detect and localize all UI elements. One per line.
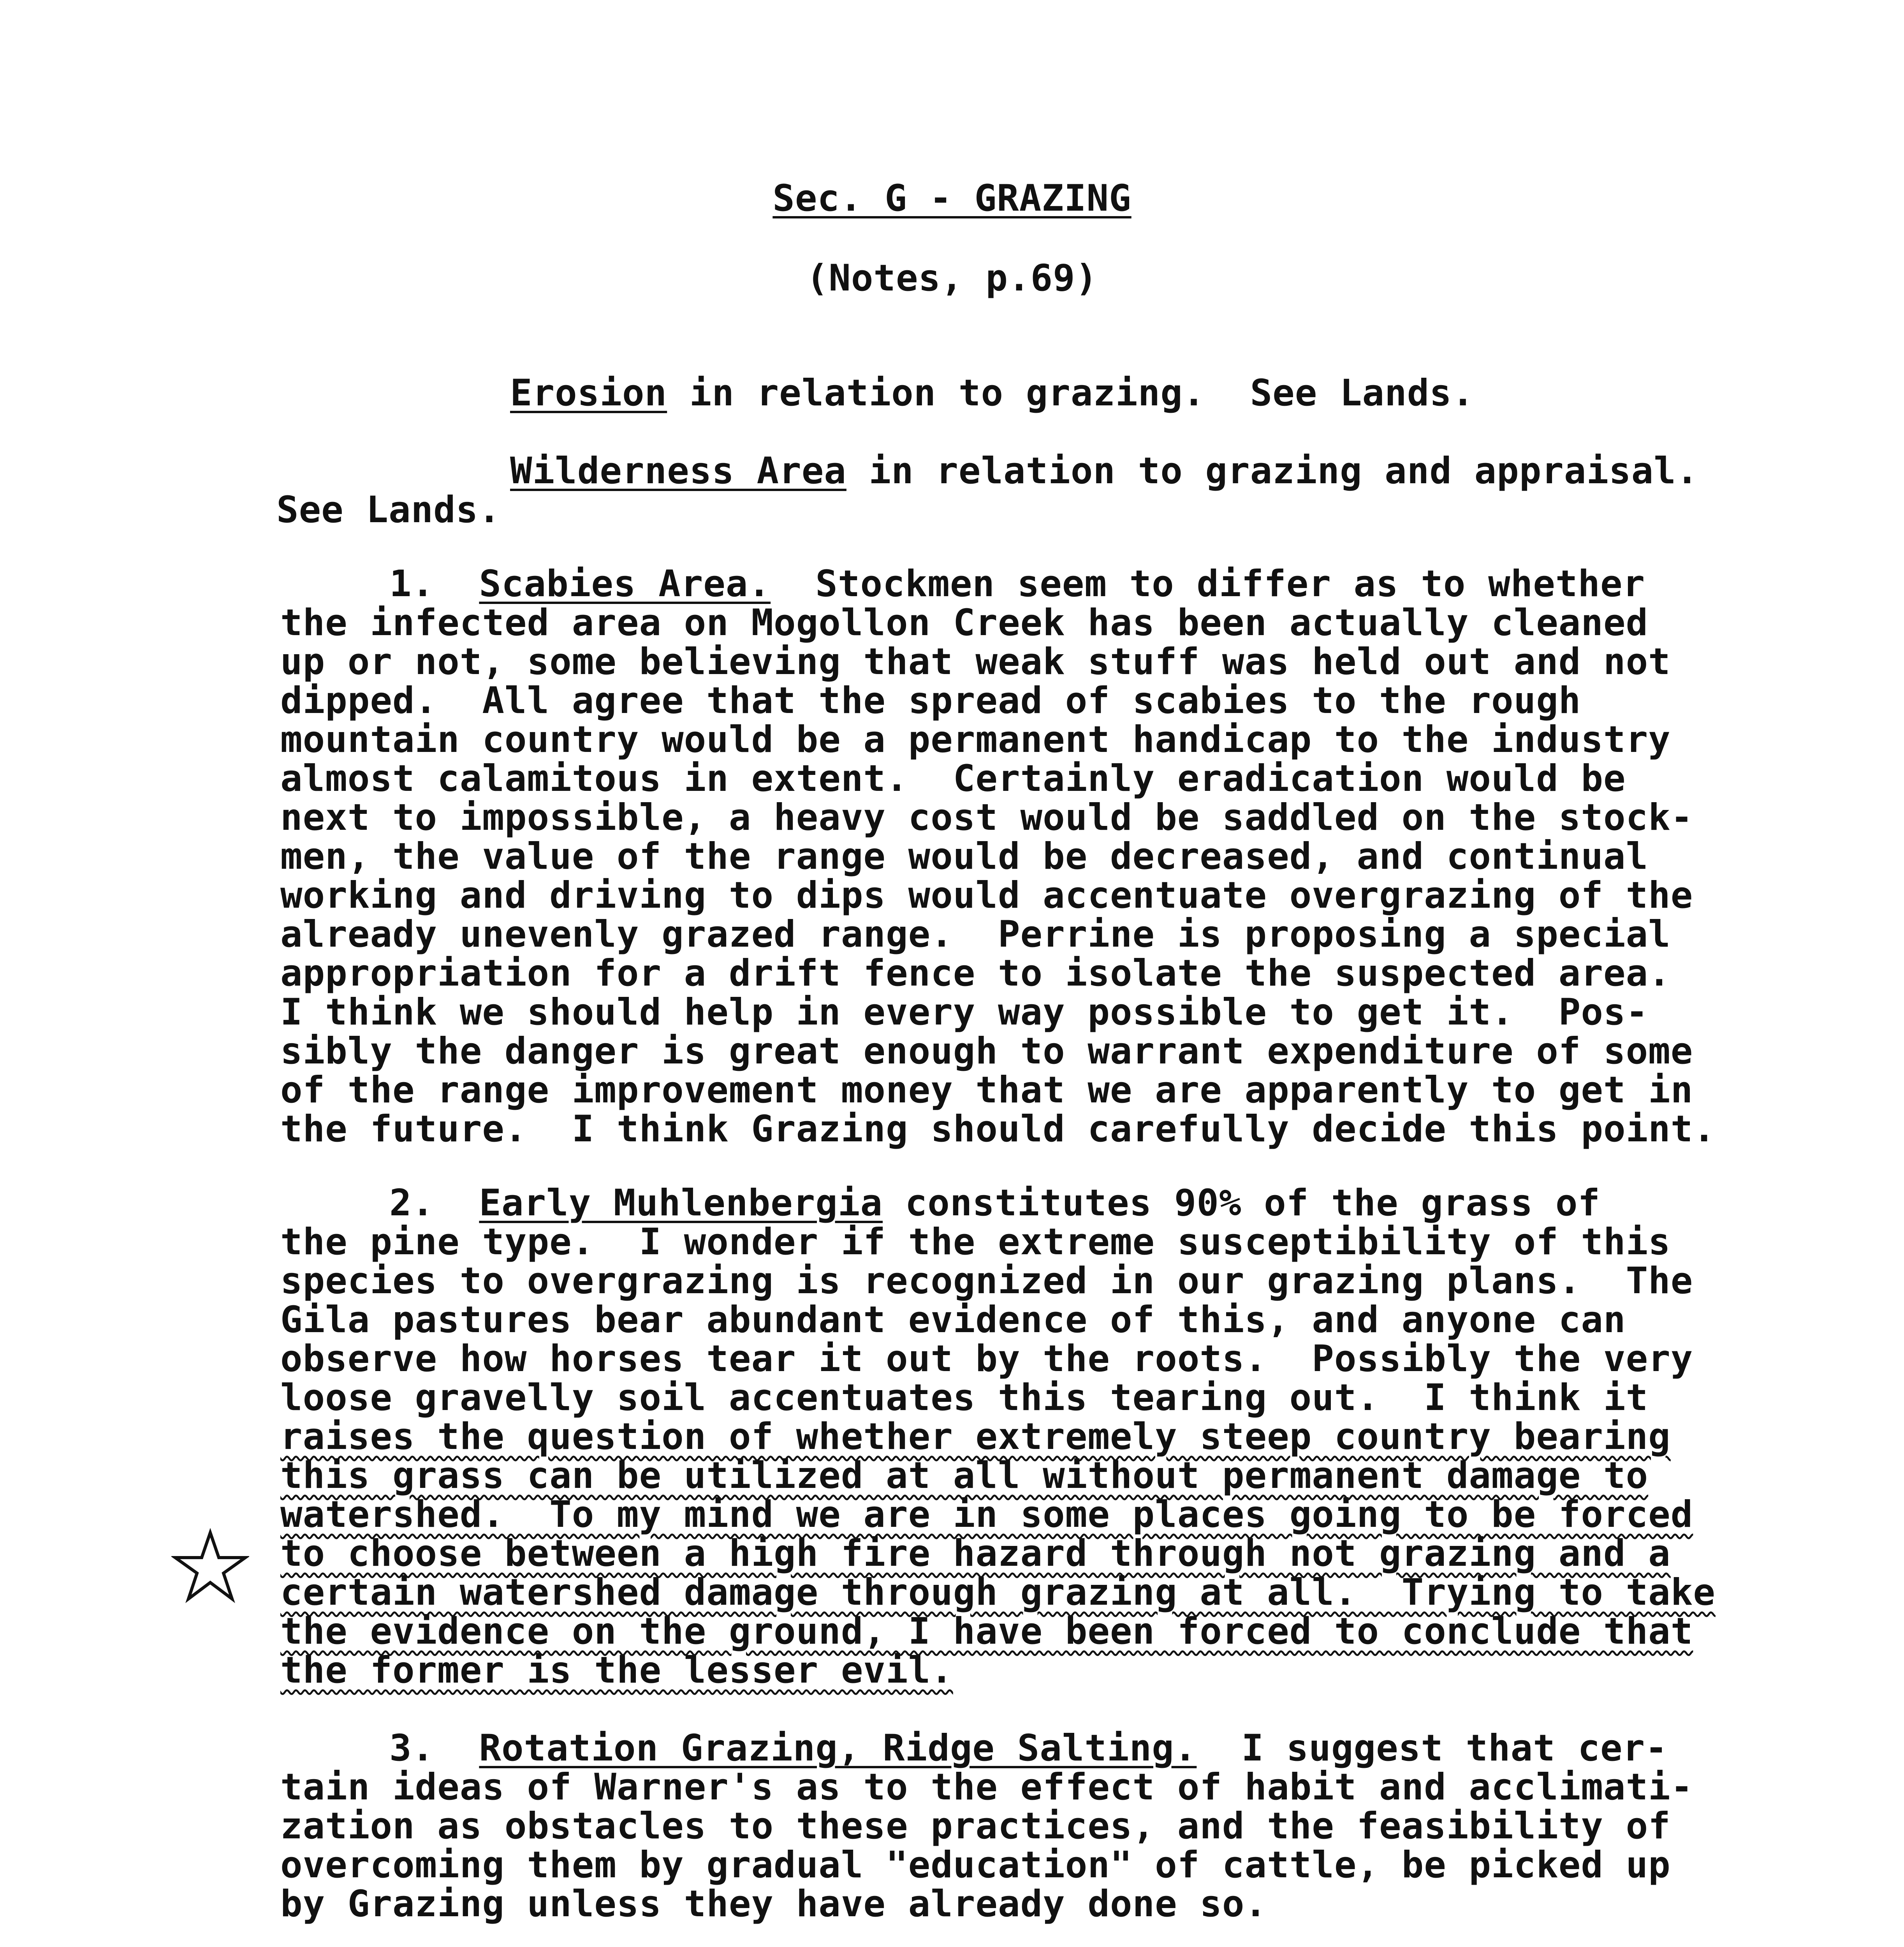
item-2-line-marked: raises the question of whether extremely steep country bearing — [280, 1415, 1671, 1458]
item-2-heading: 2. Early Muhlenbergia constitutes 90% of the grass of — [389, 1182, 1601, 1224]
item-1-line: the future. I think Grazing should carefully decide this point. — [280, 1108, 1716, 1150]
item-2-line-marked: the former is the lesser evil. — [280, 1649, 953, 1692]
item-2-line: Gila pastures bear abundant evidence of this, and anyone can — [280, 1299, 1626, 1341]
item-1-line: dipped. All agree that the spread of scabies to the rough — [280, 680, 1581, 722]
item-2-line-marked: certain watershed damage through grazing at all. Trying to take — [280, 1571, 1716, 1614]
item-1-line: I think we should help in every way possible to get it. Pos- — [280, 991, 1649, 1033]
item-2-line: species to overgrazing is recognized in our grazing plans. The — [280, 1260, 1693, 1302]
erosion-term: Erosion — [510, 372, 667, 414]
wilderness-rest: in relation to grazing and appraisal. — [846, 450, 1699, 492]
item-3-heading: 3. Rotation Grazing, Ridge Salting. I suggest that cer- — [389, 1727, 1668, 1769]
section-title: Sec. G - GRAZING — [773, 177, 1131, 220]
item-1-line: next to impossible, a heavy cost would be saddled on the stock- — [280, 796, 1693, 839]
wilderness-term: Wilderness Area — [510, 450, 846, 492]
item-2-line-marked: this grass can be utilized at all without permanent damage to — [280, 1454, 1649, 1497]
item-2-line-marked: to choose between a high fire hazard through not grazing and a — [280, 1532, 1671, 1575]
item-2-line-marked: watershed. To my mind we are in some places going to be forced — [280, 1493, 1693, 1536]
item-2-line: loose gravelly soil accentuates this tearing out. I think it — [280, 1377, 1649, 1419]
item-1-line: men, the value of the range would be decreased, and continual — [280, 835, 1649, 878]
item-2-line-marked: the evidence on the ground, I have been forced to conclude that — [280, 1610, 1693, 1653]
item-2-title: Early Muhlenbergia — [479, 1182, 883, 1224]
item-3-line: tain ideas of Warner's as to the effect of habit and acclimati- — [280, 1766, 1693, 1808]
star-icon — [171, 1526, 249, 1604]
erosion-rest: in relation to grazing. See Lands. — [667, 372, 1475, 414]
item-1-line: sibly the danger is great enough to warrant expenditure of some — [280, 1030, 1693, 1072]
item-3-line: by Grazing unless they have already done so. — [280, 1883, 1267, 1925]
section-subtitle: (Notes, p.69) — [806, 257, 1098, 299]
item-1-line: working and driving to dips would accentuate overgrazing of the — [280, 874, 1693, 917]
wilderness-line-2: See Lands. — [276, 489, 501, 531]
item-3-line: zation as obstacles to these practices, and the feasibility of — [280, 1805, 1671, 1847]
item-2-line: the pine type. I wonder if the extreme susceptibility of this — [280, 1221, 1671, 1263]
wilderness-line — [510, 452, 1698, 491]
item-1-line: up or not, some believing that weak stuff was held out and not — [280, 641, 1671, 683]
item-2-line: observe how horses tear it out by the roots. Possibly the very — [280, 1338, 1693, 1380]
item-3-title: Rotation Grazing, Ridge Salting. — [479, 1727, 1197, 1769]
erosion-line — [510, 374, 1475, 413]
item-1-line: the infected area on Mogollon Creek has been actually cleaned — [280, 602, 1649, 644]
item-1-heading: 1. Scabies Area. Stockmen seem to differ as to whether — [389, 563, 1645, 605]
item-1-line: mountain country would be a permanent handicap to the industry — [280, 718, 1671, 761]
item-1-line: of the range improvement money that we are apparently to get in — [280, 1069, 1693, 1111]
item-1-title: Scabies Area. — [479, 563, 771, 605]
item-1-line: almost calamitous in extent. Certainly eradication would be — [280, 757, 1626, 800]
item-1-line: appropriation for a drift fence to isolate the suspected area. — [280, 952, 1671, 995]
item-3-line: overcoming them by gradual "education" of cattle, be picked up — [280, 1844, 1671, 1886]
item-1-line: already unevenly grazed range. Perrine is proposing a special — [280, 913, 1671, 956]
